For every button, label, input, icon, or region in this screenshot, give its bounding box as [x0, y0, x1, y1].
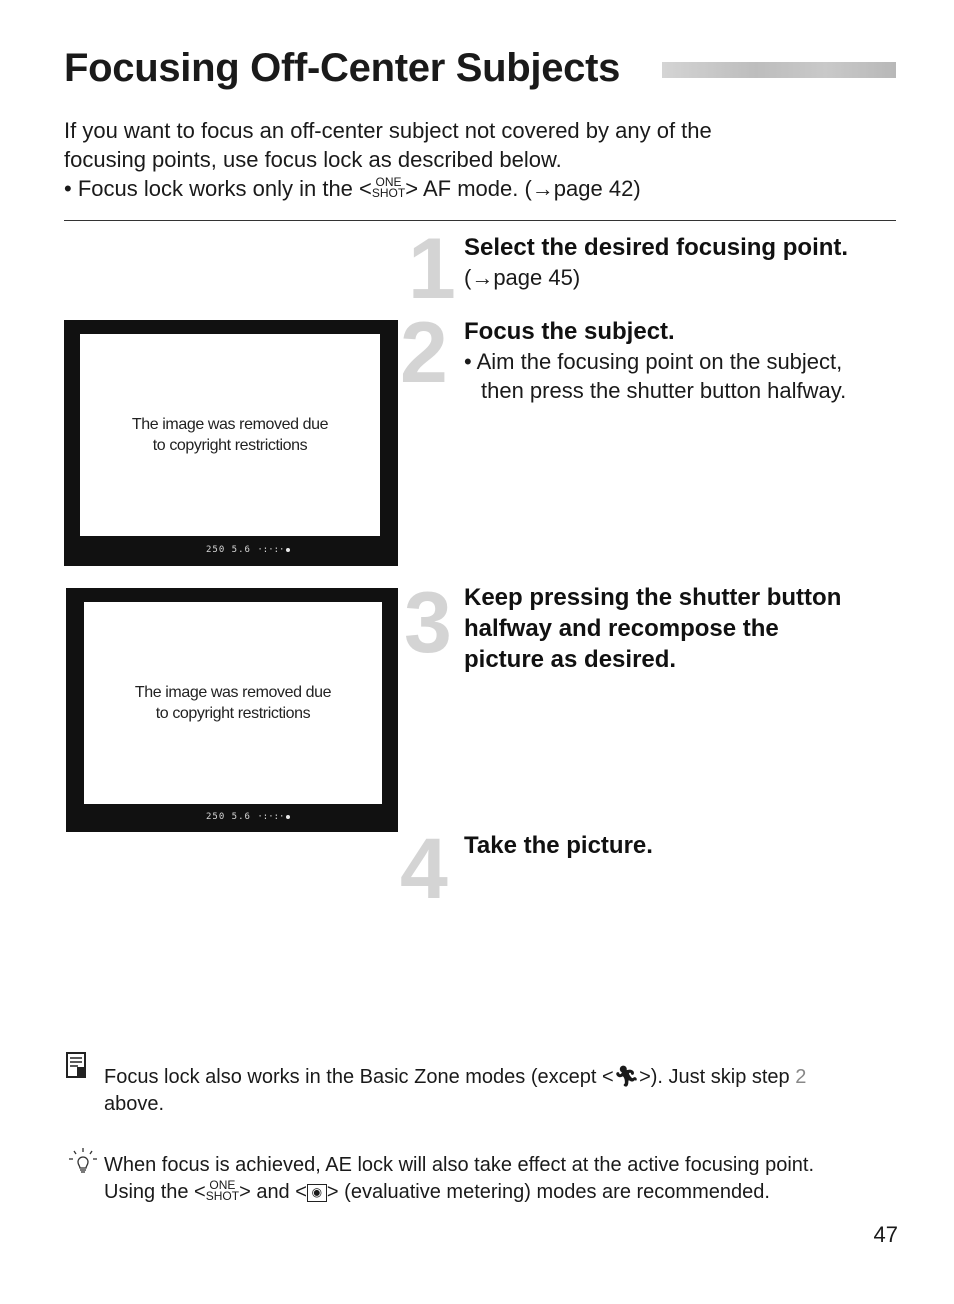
- image-placeholder: The image was removed due to copyright restrictions: [80, 334, 380, 536]
- memo-icon: [66, 1052, 86, 1083]
- section-divider: [64, 220, 896, 221]
- viewfinder-figure: [66, 588, 398, 832]
- lightbulb-icon: [66, 1146, 100, 1181]
- step-title: Take the picture.: [464, 832, 653, 859]
- step-1: [464, 232, 904, 292]
- step-body: then press the shutter button halfway.: [481, 378, 847, 403]
- viewfinder-figure: [64, 320, 398, 566]
- step-title: Select the desired focusing point.: [464, 234, 849, 261]
- page-number: 47: [873, 1222, 898, 1247]
- tip-note: When focus is achieved, AE lock will also take effect at the active focusing point. Using the < ONE SHOT > and < ◉ > (evaluative metering) modes are recommended.: [104, 1154, 815, 1203]
- image-placeholder: The image was removed due to copyright restrictions: [84, 602, 382, 804]
- step-body: • Aim the focusing point on the subject,: [464, 349, 843, 374]
- step-number: 2: [400, 305, 448, 401]
- viewfinder-info: 250 5.6 ·:·:·: [206, 812, 290, 822]
- title-decoration-bar: [662, 62, 896, 78]
- step-number: 1: [408, 221, 456, 317]
- sports-mode-icon: 🏃︎: [613, 1066, 640, 1088]
- step-3: Keep pressing the shutter button halfway and recompose the picture as desired.: [464, 584, 842, 673]
- step-title: Focus the subject.: [464, 318, 675, 345]
- step-4: [464, 830, 904, 861]
- one-shot-mode-icon: ONE SHOT: [205, 1177, 240, 1203]
- step-number: 3: [404, 575, 452, 671]
- page-title: Focusing Off-Center Subjects: [64, 46, 621, 90]
- memo-note: Focus lock also works in the Basic Zone modes (except <🏃︎>). Just skip step 2 above.: [104, 1066, 807, 1115]
- intro-text: [64, 116, 864, 203]
- intro-bullet: • Focus lock works only in the < ONE SHOT > AF mode. (→page 42): [64, 175, 641, 201]
- intro-line: If you want to focus an off-center subject not covered by any of the: [64, 118, 712, 143]
- viewfinder-info: 250 5.6 ·:·:·: [206, 545, 290, 555]
- evaluative-metering-icon: ◉: [307, 1184, 327, 1202]
- step-body: (→page 45): [464, 265, 581, 290]
- one-shot-mode-icon: ONE SHOT: [371, 175, 406, 201]
- intro-line: focusing points, use focus lock as described below.: [64, 147, 562, 172]
- step-2: [464, 316, 904, 405]
- step-number: 4: [400, 821, 448, 917]
